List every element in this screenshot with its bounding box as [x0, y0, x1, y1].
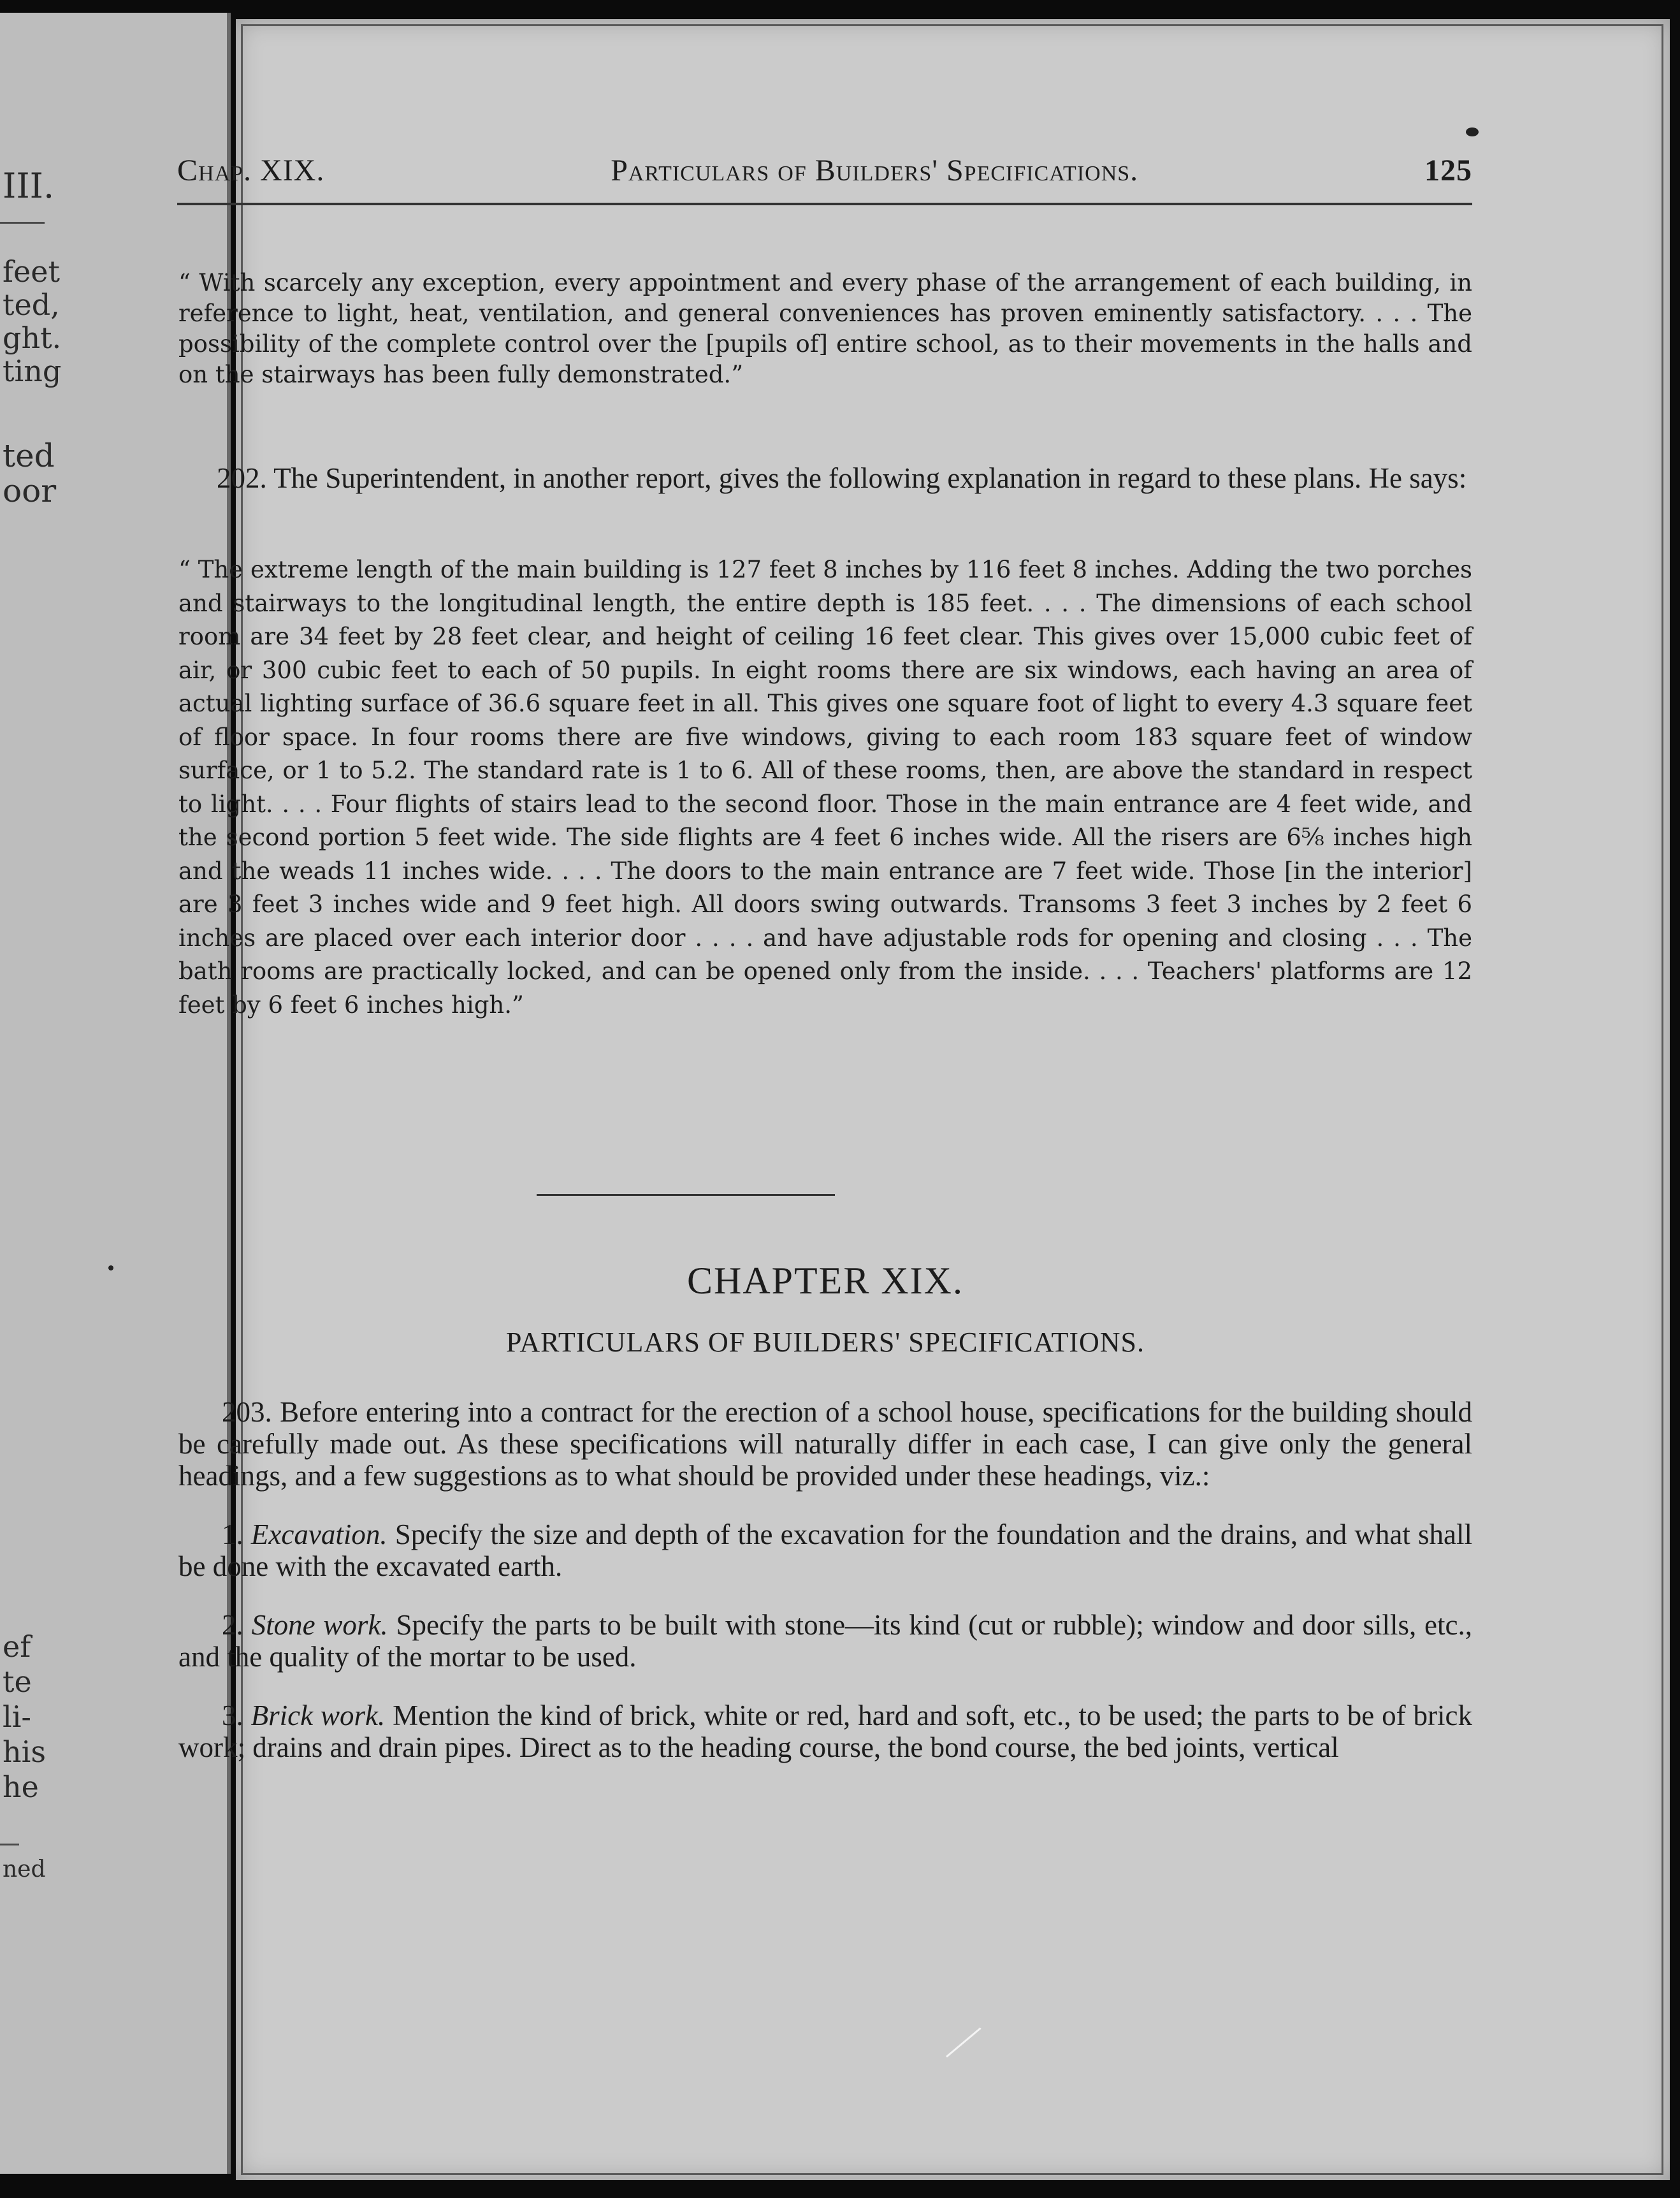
item-term: Stone work.: [251, 1609, 388, 1641]
spec-item: [178, 1609, 1472, 1673]
left-page-fragment: te: [3, 1664, 32, 1699]
item-term: Excavation.: [250, 1518, 387, 1550]
left-page-fragment: III.: [3, 166, 55, 206]
paragraph-203: 203. Before entering into a contract for the erection of a school house, specifications for the building should be carefully made out. As these specifications will naturally differ in each case, I can give only the general headings, and a few suggestions as to what should be provided under these headings, viz.:: [178, 1396, 1472, 1492]
left-page-fragment: ght.: [3, 321, 62, 355]
chapter-subtitle: PARTICULARS OF BUILDERS' SPECIFICATIONS.: [505, 1327, 1145, 1358]
item-text: Specify the size and depth of the excavation for the foundation and the drains, and what shall be done with the excavated earth.: [178, 1518, 1473, 1582]
spec-item: [178, 1518, 1472, 1582]
item-text: Specify the parts to be built with stone—its kind (cut or rubble); window and door sills, etc., and the quality of the mortar to be used.: [178, 1609, 1473, 1673]
header-title: Particulars of Builders' Specifications.: [611, 154, 1139, 187]
scan-speck: [1466, 127, 1479, 136]
item-number: 1.: [222, 1518, 243, 1550]
left-page-fragment: ef: [3, 1629, 31, 1664]
item-number: 2.: [222, 1609, 243, 1641]
quotation-block: “ With scarcely any exception, every appointment and every phase of the arrangement of each building, in reference to light, heat, ventilation, and general conveniences has proven eminently satisfactory. . . . The possibility of the complete control over the [pupils of] entire school, as to their movements in the halls and on the stairways has been fully demonstrated.”: [178, 269, 1472, 388]
chapter-title: CHAPTER XIX.: [686, 1260, 964, 1302]
header-rule: [177, 203, 1472, 205]
left-page-rule: [0, 222, 45, 224]
item-term: Brick work.: [250, 1699, 386, 1731]
spec-item: [178, 1699, 1472, 1763]
left-page-fragment: ned: [3, 1856, 46, 1882]
left-page-fragment: ted: [3, 437, 55, 474]
paragraph-202: 202. The Superintendent, in another report, gives the following explanation in regard to these plans. He says:: [217, 462, 1467, 494]
left-page-fragment: feet: [3, 254, 60, 289]
left-page-fragment: ting: [3, 354, 62, 388]
left-page-fragment: he: [3, 1770, 39, 1804]
item-text: Mention the kind of brick, white or red, hard and soft, etc., to be used; the parts to be of brick work; drains and drain pipes. Direct as to the heading course, the bond course, the bed joints, vertical: [178, 1699, 1472, 1763]
running-header: [177, 153, 1472, 198]
header-chapter: Chap. XIX.: [177, 154, 325, 187]
left-page-rule: [0, 1844, 19, 1845]
page-number: 125: [1424, 154, 1472, 187]
scan-speck: [108, 1265, 113, 1270]
section-divider: [537, 1194, 835, 1196]
left-page-fragment: oor: [3, 472, 57, 509]
chapter-body: [178, 1396, 1472, 1790]
left-page-fragment: ted,: [3, 287, 60, 322]
left-page-fragment: li-: [3, 1699, 31, 1734]
quotation-block: “ The extreme length of the main building is 127 feet 8 inches by 116 feet 8 inches. Adding the two porches and stairways to the longitudinal length, the entire depth is 185 feet. . . . The dimensions of each school room are 34 feet by 28 feet clear, and height of ceiling 16 feet clear. This gives over 15,000 cubic feet of air, or 300 cubic feet to each of 50 pupils. In eight rooms there are six windows, each having an area of actual lighting surface of 36.6 square feet in all. This gives one square foot of light to every 4.3 square feet of floor space. In four rooms there are five windows, giving to each room 183 square feet of window surface, or 1 to 5.2. The standard rate is 1 to 6. All of these rooms, then, are above the standard in respect to light. . . . Four flights of stairs lead to the second floor. Those in the main entrance are 4 feet wide, and the second portion 5 feet wide. The side flights are 4 feet 6 inches wide. All the risers are 6⅝ inches high and the weads 11 inches wide. . . . The doors to the main entrance are 7 feet wide. Those [in the interior] are 3 feet 3 inches wide and 9 feet high. All doors swing outwards. Transoms 3 feet 3 inches by 2 feet 6 inches are placed over each interior door . . . . and have adjustable rods for opening and closing . . . The bath rooms are practically locked, and can be opened only from the inside. . . . Teachers' platforms are 12 feet by 6 feet 6 inches high.”: [178, 556, 1472, 1019]
left-page-fragment: his: [3, 1735, 46, 1769]
item-number: 3.: [222, 1699, 243, 1731]
